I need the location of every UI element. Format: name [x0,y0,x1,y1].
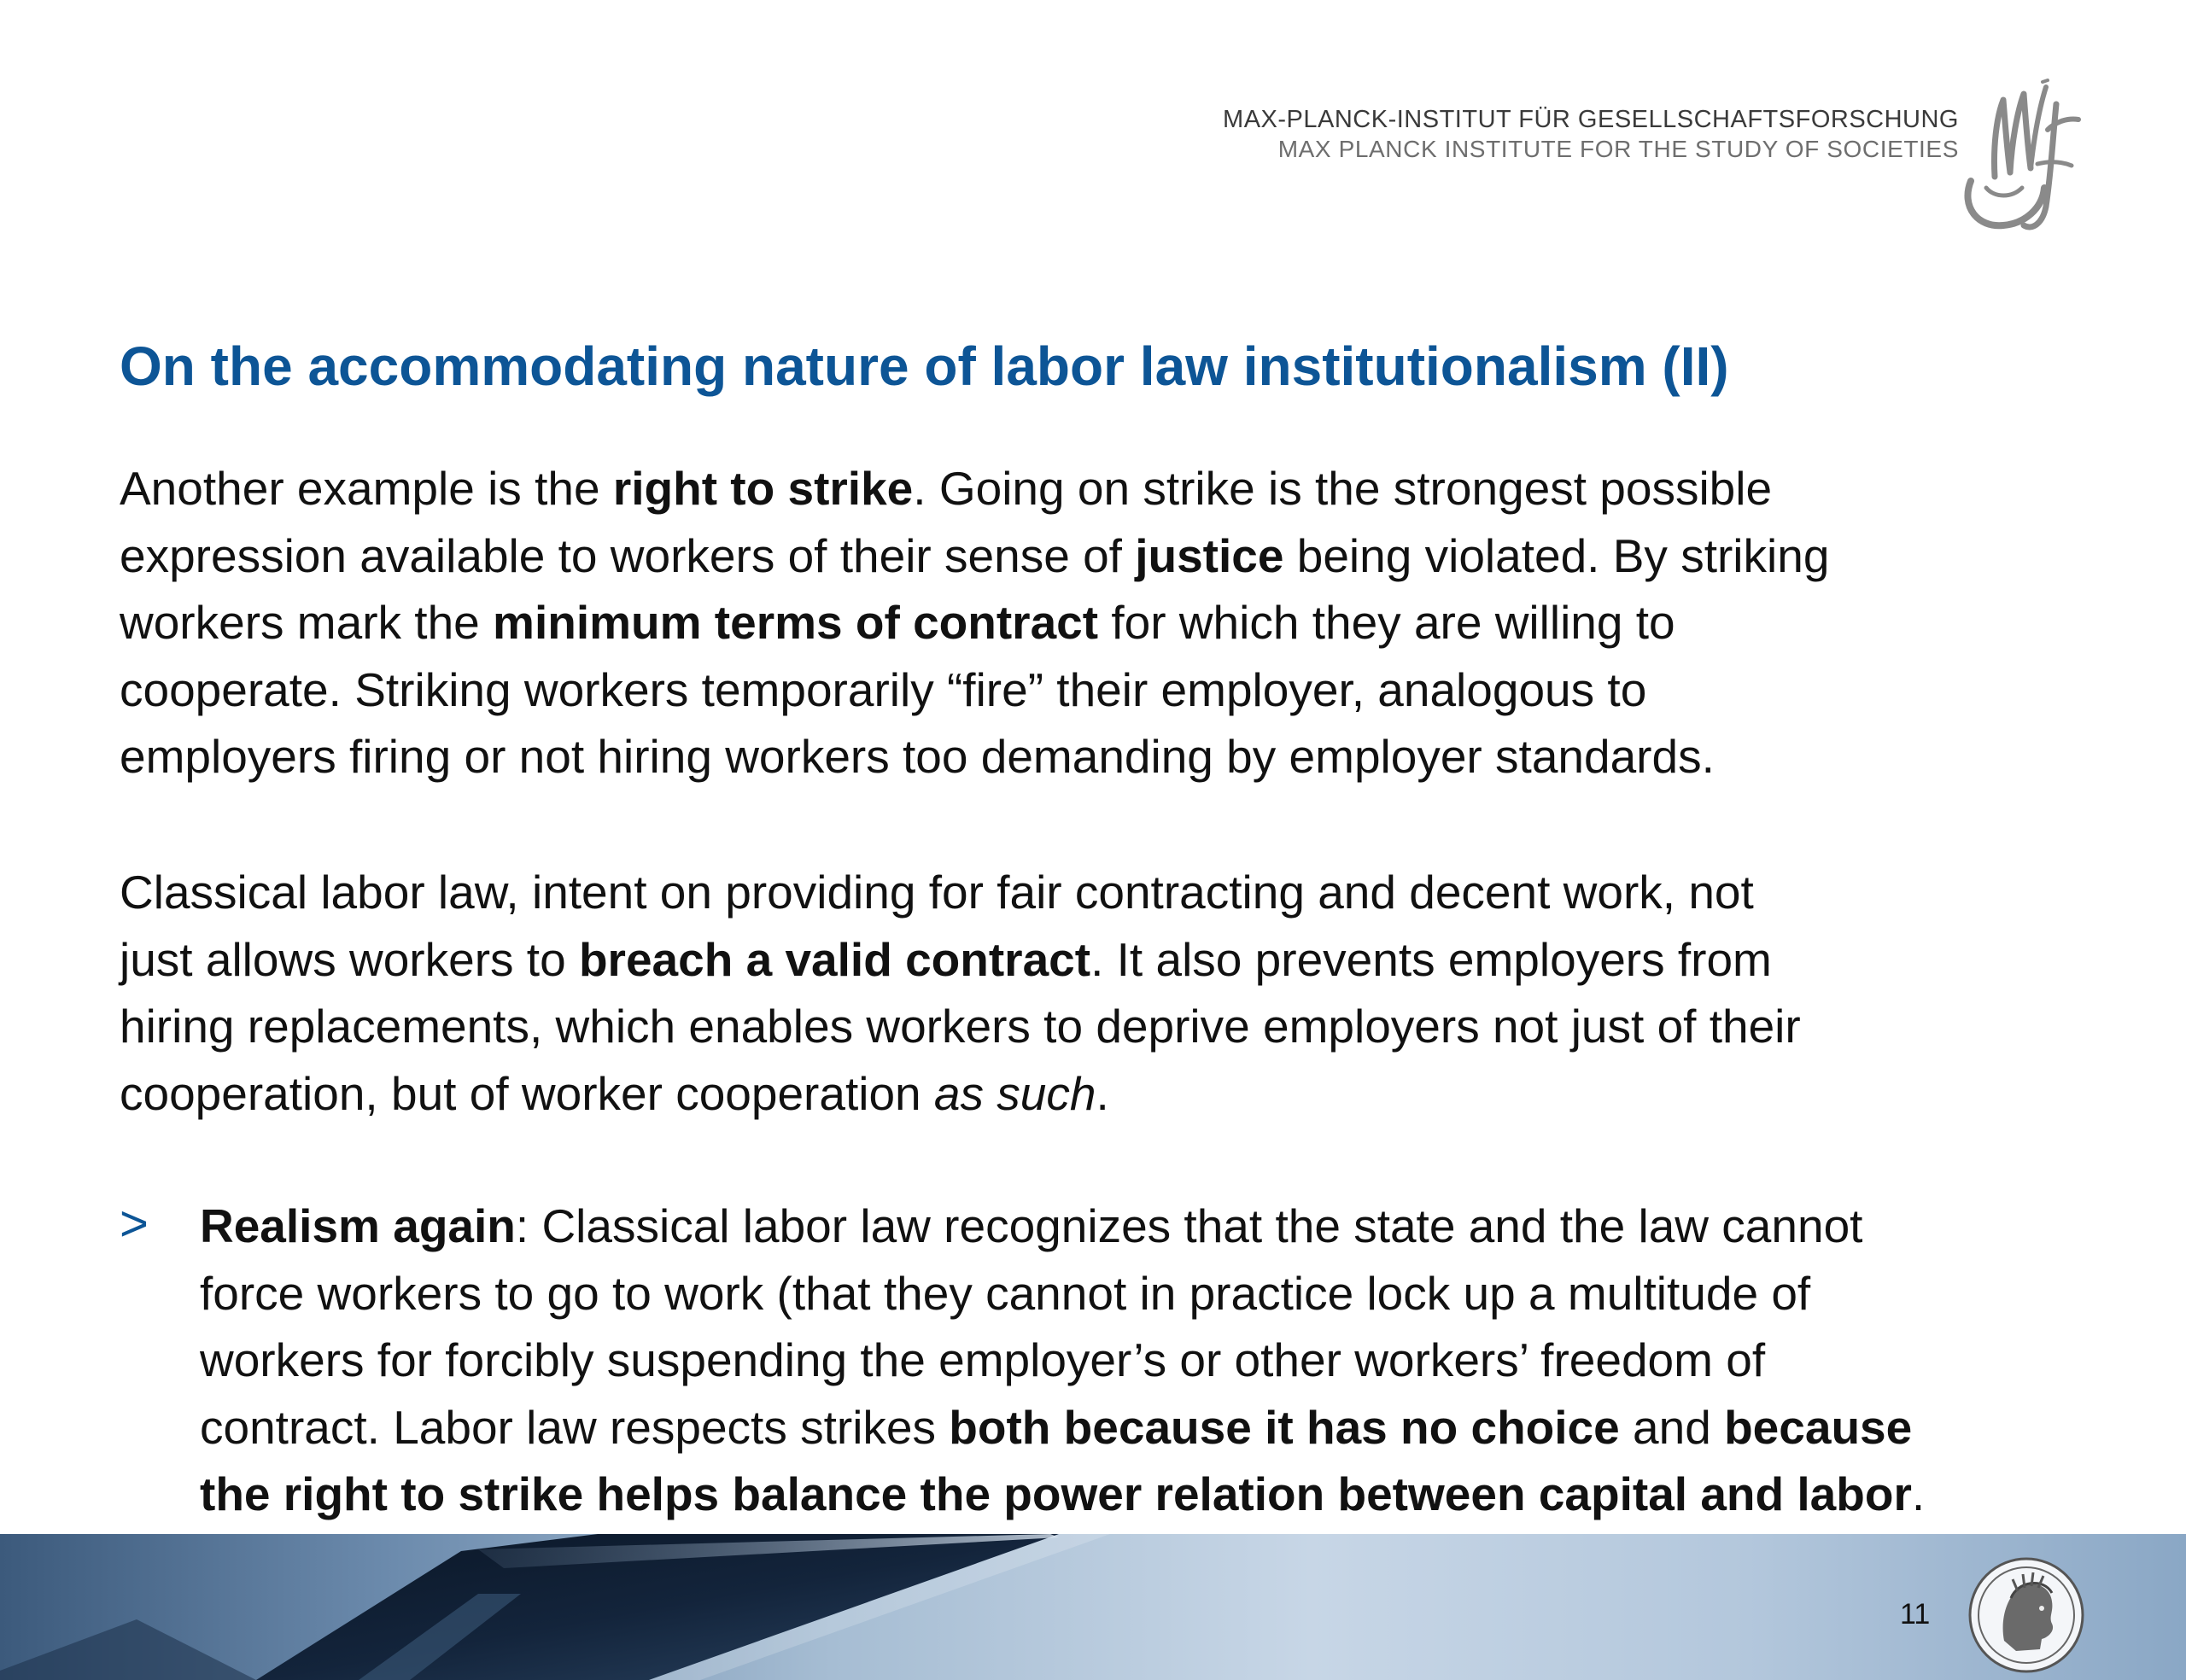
footer-image-band [0,1534,2186,1680]
text-run: contract. Labor law respects strikes [200,1400,950,1454]
paragraph-classical-labor-law [120,859,2084,1127]
bold-text-run: right to strike [612,462,914,515]
text-run: cooperation, but of worker cooperation [120,1066,934,1120]
bullet-arrow-icon: > [120,1196,149,1251]
paragraph-right-to-strike [120,455,2084,790]
text-run: Classical labor law, intent on providing for fair contracting and decent work, not [120,866,1754,919]
minerva-seal-icon [1967,1555,2086,1675]
bold-text-run: minimum terms of contract [493,596,1099,649]
bold-text-run: the right to strike helps balance the power relation between capital and labor [200,1467,1912,1520]
text-run: workers mark the [120,596,494,649]
text-run: . It also prevents employers from [1090,932,1772,986]
bold-text-run: both because it has no choice [949,1400,1620,1454]
slide-title: On the accommodating nature of labor law institutionalism (II) [120,335,1729,397]
bullet-realism-again [200,1193,2095,1528]
text-run: cooperate. Striking workers temporarily “fire” their employer, analogous to [120,662,1647,716]
bold-text-run: breach a valid contract [578,932,1091,986]
text-run: Another example is the [120,462,613,515]
italic-text-run: as such [933,1066,1096,1120]
page-number: 11 [1900,1598,1931,1630]
pen-photo [0,1534,2186,1680]
text-run: just allows workers to [120,932,579,986]
text-run: . [1911,1467,1926,1520]
bold-text-run: justice [1135,528,1284,582]
text-run: . Going on strike is the strongest possible [913,462,1773,515]
bold-text-run: because [1724,1400,1913,1454]
mpifg-logo-icon [1961,79,2097,236]
text-run: hiring replacements, which enables workers to deprive employers not just of their [120,1000,1801,1053]
text-run: workers for forcibly suspending the employer’s or other workers’ freedom of [200,1333,1766,1386]
institute-header [1223,104,1959,164]
text-run: force workers to go to work (that they cannot in practice lock up a multitude of [200,1266,1811,1320]
institute-name-german: MAX-PLANCK-INSTITUT FÜR GESELLSCHAFTSFORSCHUNG [1223,106,1959,133]
text-run: employers firing or not hiring workers too demanding by employer standards. [120,730,1715,783]
text-run: expression available to workers of their sense of [120,528,1136,582]
text-run: : Classical labor law recognizes that the state and the law cannot [515,1199,1863,1252]
text-run: for which they are willing to [1098,596,1675,649]
text-run: and [1619,1400,1725,1454]
bold-text-run: Realism again [200,1199,516,1252]
text-run: being violated. By striking [1283,528,1830,582]
text-run: . [1096,1066,1109,1120]
institute-name-english: MAX PLANCK INSTITUTE FOR THE STUDY OF SOCIETIES [1277,136,1959,162]
